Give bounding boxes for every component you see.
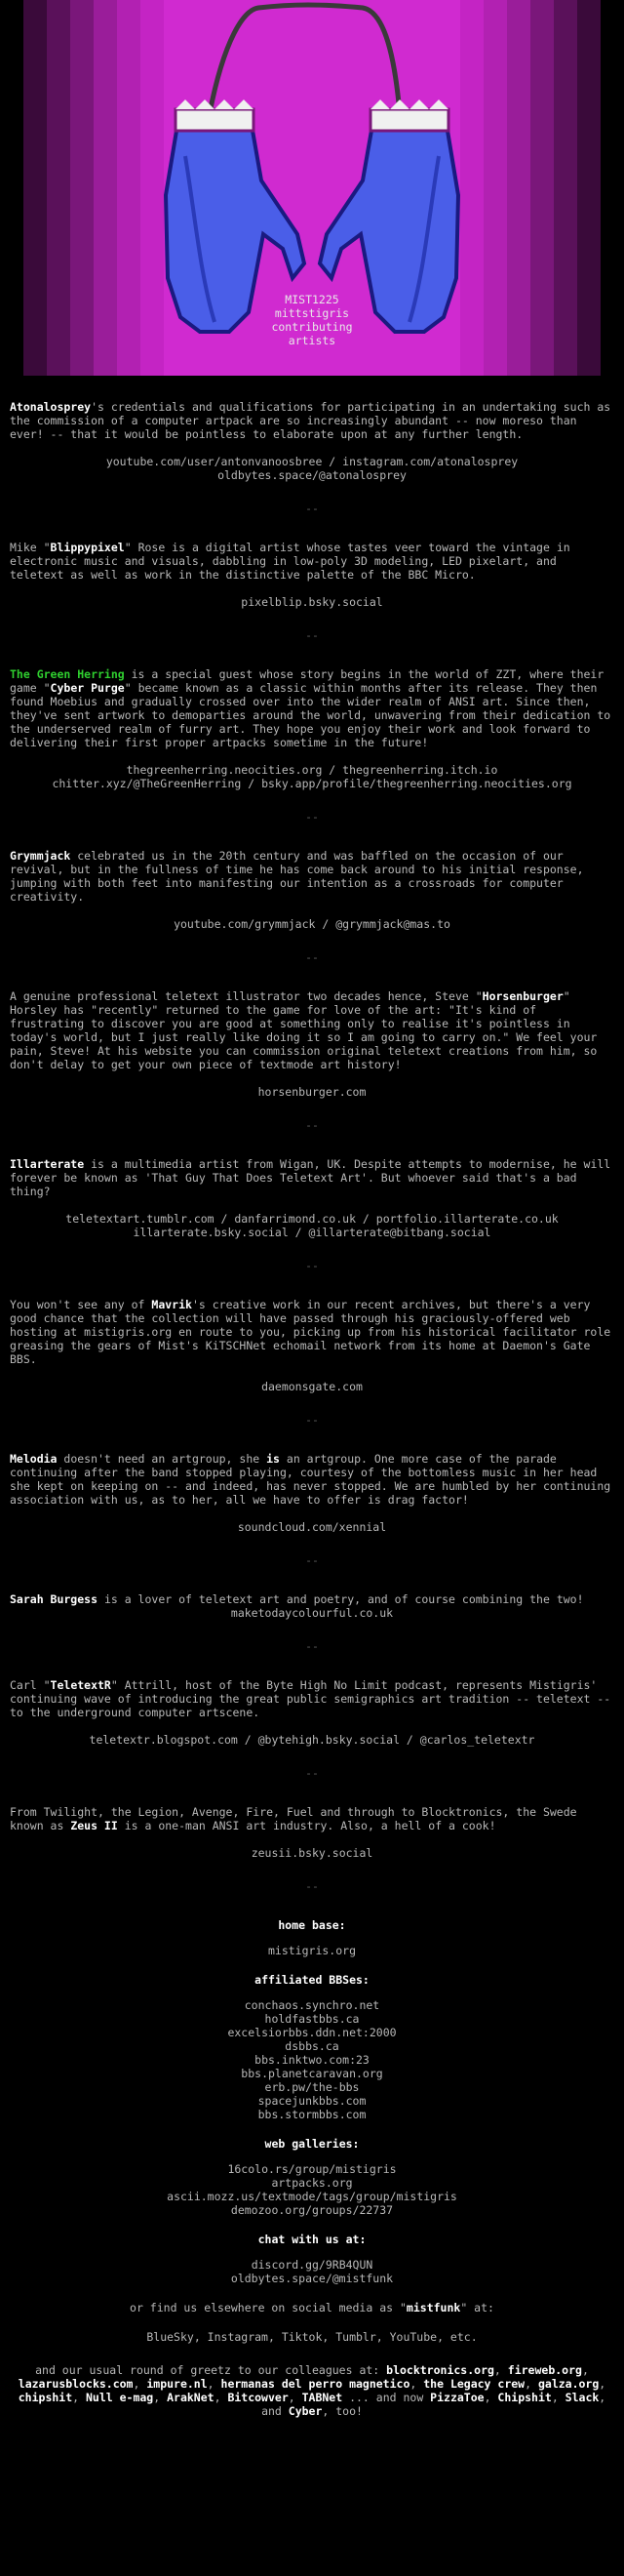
link-item[interactable]: artpacks.org	[271, 2176, 353, 2190]
artist-entry	[10, 667, 614, 824]
link-item[interactable]: erb.pw/the-bbs	[264, 2080, 360, 2094]
highlighted-name: impure.nl	[146, 2377, 208, 2391]
entries-container	[10, 400, 614, 1893]
highlighted-name: TeletextR	[50, 1678, 111, 1692]
artist-links[interactable]: horsenburger.com	[257, 1085, 367, 1099]
artist-links[interactable]: chitter.xyz/@TheGreenHerring / bsky.app/profile/thegreenherring.neocities.org	[52, 777, 572, 790]
artist-links[interactable]: oldbytes.space/@atonalosprey	[217, 468, 407, 482]
text-segment: ,	[288, 2391, 302, 2404]
separator: --	[305, 1766, 319, 1780]
header-title-line: MIST1225	[285, 293, 339, 306]
artist-links[interactable]: pixelblip.bsky.social	[241, 595, 383, 609]
link-item[interactable]: dsbbs.ca	[285, 2039, 339, 2053]
social-line: or find us elsewhere on social media as "mistfunk" at:	[130, 2301, 494, 2314]
text-segment: is a lover of teletext art and poetry, and of course combining the two!	[98, 1592, 584, 1606]
header-title-line: artists	[288, 334, 336, 347]
home-base-list	[10, 1944, 614, 1957]
text-segment: is a multimedia artist from Wigan, UK. Despite attempts to modernise, he will forever be known as 'That Guy That Does Teletext Art'. But whoever said that's a bad thing?	[10, 1157, 611, 1198]
separator: --	[305, 1413, 319, 1427]
highlighted-name: blocktronics.org	[386, 2363, 494, 2377]
artist-links[interactable]: soundcloud.com/xennial	[237, 1520, 387, 1534]
text-segment: ,	[133, 2377, 147, 2391]
separator: --	[305, 1118, 319, 1132]
section-title: web galleries:	[264, 2137, 360, 2151]
social-post: at:	[467, 2301, 494, 2314]
bbs-section	[10, 1973, 614, 2121]
header-title-line: mittstigris	[274, 306, 350, 320]
link-item[interactable]: demozoo.org/groups/22737	[230, 2203, 394, 2217]
text-segment: Carl "	[10, 1678, 51, 1692]
link-item[interactable]: bbs.stormbbs.com	[257, 2108, 367, 2121]
artist-list	[0, 390, 624, 2418]
separator: --	[305, 1553, 319, 1567]
text-segment: ,	[525, 2377, 538, 2391]
text-segment: " Attrill, host of the Byte High No Limit podcast, represents Mistigris' continuing wave of introducing the great public semigraphics art tradition -- teletext -- to the underground computer artscene.	[10, 1678, 611, 1719]
artist-links[interactable]: thegreenherring.neocities.org / thegreenherring.itch.io	[126, 763, 498, 777]
highlighted-name: Sarah Burgess	[10, 1592, 98, 1606]
link-item[interactable]: conchaos.synchro.net	[244, 1998, 380, 2012]
text-segment: Mike "	[10, 541, 51, 554]
text-segment: is a special guest whose story begins in the world of ZZT, where their game "	[10, 667, 604, 695]
link-item[interactable]: spacejunkbbs.com	[257, 2094, 367, 2108]
highlighted-name: fireweb.org	[507, 2363, 582, 2377]
text-segment: , too!	[322, 2404, 363, 2418]
artist-bio	[10, 1298, 614, 1366]
highlighted-name: Melodia	[10, 1452, 58, 1466]
text-segment: ,	[207, 2377, 221, 2391]
separator: --	[305, 1879, 319, 1893]
section-title: home base:	[278, 1918, 346, 1932]
link-item[interactable]: ascii.mozz.us/textmode/tags/group/mistigris	[167, 2190, 457, 2203]
separator: --	[305, 502, 319, 515]
artist-bio	[10, 849, 614, 904]
text-segment: " became known as a classic within months after its release. They then found Moebius and gradually crossed over into the wider realm of ANSI art. Since then, they've sent artwork to demoparties around the world, unwavering from their dedication to the underserved realm of furry art. They hope you enjoy their work and look forward to delivering their first proper artpacks sometime in the future!	[10, 681, 611, 749]
highlighted-name: lazarusblocks.com	[18, 2377, 134, 2391]
link-item[interactable]: excelsiorbbs.ddn.net:2000	[227, 2026, 397, 2039]
artist-entry	[10, 989, 614, 1132]
text-segment: ,	[581, 2363, 589, 2377]
text-segment: You won't see any of	[10, 1298, 152, 1311]
chat-section	[10, 2233, 614, 2285]
artist-links[interactable]: teletextart.tumblr.com / danfarrimond.co.uk / portfolio.illarterate.co.uk	[65, 1212, 559, 1226]
highlighted-name: hermanas del perro magnetico	[220, 2377, 410, 2391]
highlighted-name: the Legacy crew	[423, 2377, 526, 2391]
text-segment: is a one-man ANSI art industry. Also, a hell of a cook!	[117, 1819, 496, 1832]
text-segment: A genuine professional teletext illustrator two decades hence, Steve "	[10, 989, 483, 1003]
highlighted-name: is	[266, 1452, 280, 1466]
link-item[interactable]: holdfastbbs.ca	[264, 2012, 360, 2026]
section-title: chat with us at:	[257, 2233, 367, 2246]
artist-bio	[10, 1678, 614, 1719]
social-handle: mistfunk	[406, 2301, 461, 2314]
link-item[interactable]: bbs.planetcaravan.org	[241, 2067, 383, 2080]
highlighted-name: Atonalosprey	[10, 400, 92, 414]
text-segment: and our usual round of greetz to our colleagues at:	[35, 2363, 387, 2377]
artist-entry	[10, 1805, 614, 1893]
artist-entry	[10, 1452, 614, 1567]
text-segment: celebrated us in the 20th century and was baffled on the occasion of our revival, but in the fullness of time he has come back around to his initial response, jumping with both feet into manifesting our intention as a crossroads for computer creativity.	[10, 849, 584, 904]
artist-entry	[10, 400, 614, 515]
artist-bio	[10, 1452, 614, 1507]
highlighted-name: Zeus II	[70, 1819, 118, 1832]
text-segment: ,	[551, 2391, 566, 2404]
artist-links[interactable]: illarterate.bsky.social / @illarterate@bitbang.social	[133, 1226, 491, 1239]
text-segment: 's creative work in our recent archives, but there's a very good chance that the collection will have passed through his graciously-offered web hosting at mistigris.org en route to you, picking up from his historical facilitator role greasing the gears of Mist's KiTSCHNet echomail network from its home at Daemon's Gate BBS.	[10, 1298, 611, 1366]
home-base-section	[10, 1918, 614, 1957]
text-segment: ,	[72, 2391, 86, 2404]
text-segment: ,	[153, 2391, 168, 2404]
link-item[interactable]: mistigris.org	[267, 1944, 356, 1957]
text-segment: ,	[493, 2363, 508, 2377]
artist-bio	[10, 1592, 614, 1606]
artist-links[interactable]: zeusii.bsky.social	[251, 1846, 373, 1860]
highlighted-name: Cyber	[288, 2404, 323, 2418]
text-segment: , and	[261, 2391, 606, 2418]
highlighted-name: Bitcowver	[227, 2391, 289, 2404]
artist-bio	[10, 667, 614, 749]
text-segment: ,	[484, 2391, 498, 2404]
artist-bio	[10, 989, 614, 1071]
artist-entry	[10, 541, 614, 642]
artist-entry	[10, 1592, 614, 1653]
highlighted-name: chipshit	[18, 2391, 73, 2404]
highlighted-name: Horsenburger	[482, 989, 564, 1003]
separator: --	[305, 1259, 319, 1272]
highlighted-name: Slack	[565, 2391, 600, 2404]
text-segment: ,	[410, 2377, 424, 2391]
artist-bio	[10, 541, 614, 582]
chat-list	[10, 2258, 614, 2285]
artist-links[interactable]: youtube.com/user/antonvanoosbree / instagram.com/atonalosprey	[105, 455, 519, 468]
galleries-section	[10, 2137, 614, 2217]
artist-links[interactable]: maketodaycolourful.co.uk	[230, 1606, 394, 1620]
highlighted-name: Illarterate	[10, 1157, 85, 1171]
highlighted-name: Cyber Purge	[50, 681, 125, 695]
social-pre: or find us elsewhere on social media as	[130, 2301, 400, 2314]
artist-bio	[10, 1805, 614, 1832]
header-artwork	[0, 0, 624, 390]
galleries-list	[10, 2162, 614, 2217]
header-title	[254, 293, 370, 347]
highlighted-name: Null e-mag	[86, 2391, 154, 2404]
link-item[interactable]: bbs.inktwo.com:23	[254, 2053, 370, 2067]
highlighted-name: Grymmjack	[10, 849, 71, 863]
link-item[interactable]: oldbytes.space/@mistfunk	[230, 2272, 394, 2285]
separator: --	[305, 1639, 319, 1653]
link-item[interactable]: discord.gg/9RB4QUN	[251, 2258, 373, 2272]
artist-bio	[10, 1157, 614, 1198]
artist-links[interactable]: daemonsgate.com	[261, 1380, 363, 1393]
text-segment: ... and now	[342, 2391, 431, 2404]
artist-links[interactable]: youtube.com/grymmjack / @grymmjack@mas.to	[174, 917, 450, 931]
artist-bio	[10, 400, 614, 441]
greetz-paragraph	[10, 2363, 614, 2418]
text-segment: From Twilight, the Legion, Avenge, Fire, Fuel and through to Blocktronics, the Swede known as	[10, 1805, 577, 1832]
text-segment: doesn't need an artgroup, she	[57, 1452, 267, 1466]
artist-links[interactable]: teletextr.blogspot.com / @bytehigh.bsky.social / @carlos_teletextr	[89, 1733, 535, 1747]
highlighted-name: ArakNet	[167, 2391, 214, 2404]
text-segment: ,	[599, 2377, 606, 2391]
highlighted-name: TABNet	[301, 2391, 343, 2404]
highlighted-name: PizzaToe	[430, 2391, 485, 2404]
artist-entry	[10, 1298, 614, 1427]
highlighted-name: Blippypixel	[50, 541, 125, 554]
social-platforms: BlueSky, Instagram, Tiktok, Tumblr, YouTube, etc.	[146, 2330, 478, 2344]
text-segment: ,	[214, 2391, 228, 2404]
bbs-list	[10, 1998, 614, 2121]
highlighted-name: Chipshit	[497, 2391, 552, 2404]
text-segment: " Horsley has "recently" returned to the game for love of the art: "It's kind of frustrating to discover you are good at something only to realise it's pointless in today's world, but I just really like doing it so I am going to carry on." We feel your pain, Steve! At his website you can commission original teletext creations from him, so don't delay to get your own piece of textmode art history!	[10, 989, 598, 1071]
text-segment: an artgroup. One more case of the parade continuing after the band stopped playing, courtesy of the bottomless music in her head she kept on keeping on -- and indeed, has never stopped. We are humbled by her continuing association with us, as to her, all we have to offer is drag factor!	[10, 1452, 611, 1507]
separator: --	[305, 810, 319, 824]
header-title-line: contributing	[271, 320, 353, 334]
artist-entry	[10, 849, 614, 964]
artist-entry	[10, 1157, 614, 1272]
link-item[interactable]: 16colo.rs/group/mistigris	[227, 2162, 397, 2176]
separator: --	[305, 628, 319, 642]
highlighted-name: Mavrik	[151, 1298, 192, 1311]
highlighted-name: galza.org	[537, 2377, 600, 2391]
highlighted-name: The Green Herring	[10, 667, 125, 681]
text-segment: " Rose is a digital artist whose tastes veer toward the vintage in electronic music and visuals, dabbling in low-poly 3D modeling, LED pixelart, and teletext as well as work in the distinctive palette of the BBC Micro.	[10, 541, 570, 582]
separator: --	[305, 950, 319, 964]
text-segment: 's credentials and qualifications for participating in an undertaking such as the commission of a computer artpack are so increasingly abundant -- now moreso than ever! -- that it would be pointless to elaborate upon at any further length.	[10, 400, 611, 441]
section-title: affiliated BBSes:	[254, 1973, 370, 1987]
artist-entry	[10, 1678, 614, 1780]
